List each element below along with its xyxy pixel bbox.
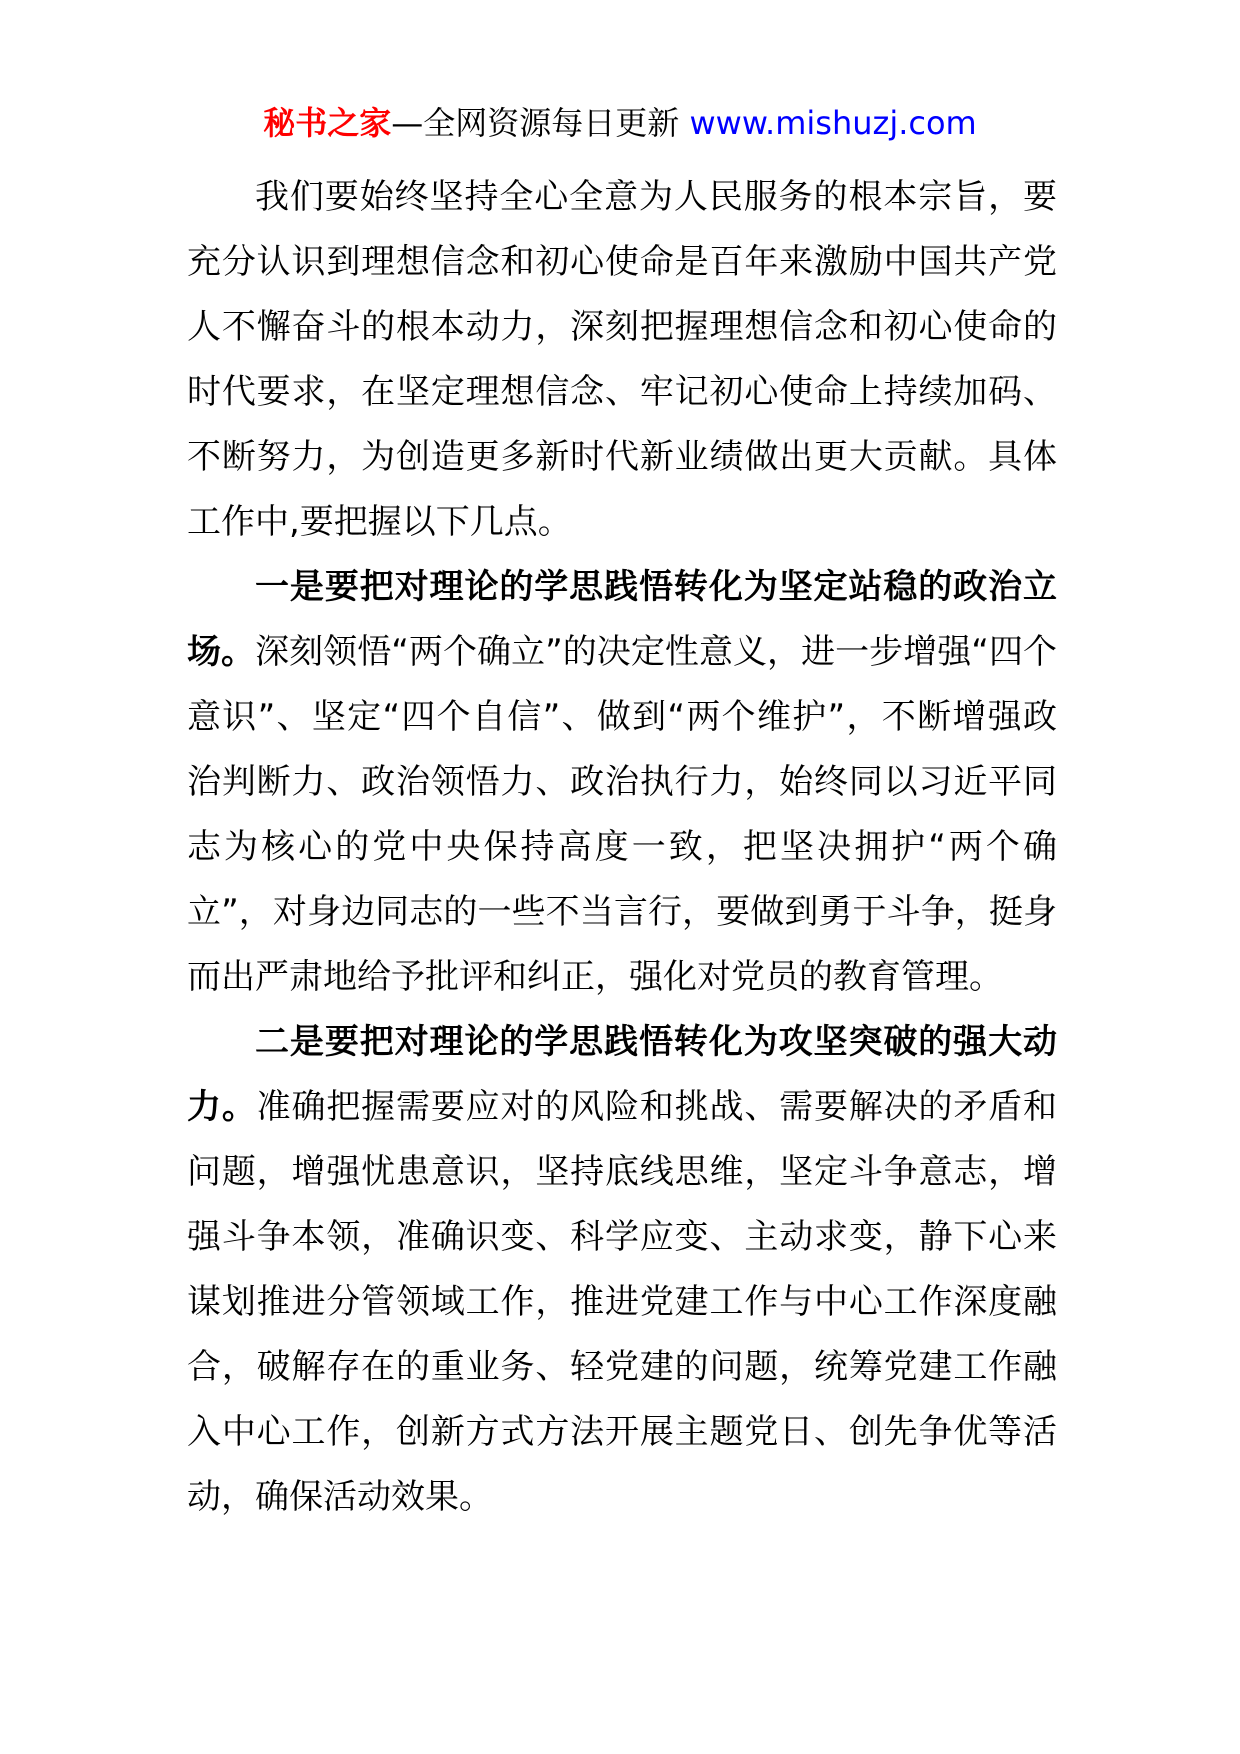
- point-two-heading: 二是要把对理论的学思践悟转化为攻坚突破的强大动力。: [187, 1022, 1057, 1127]
- brand-name: 秘书之家: [263, 104, 392, 142]
- intro-paragraph: [187, 165, 1057, 555]
- paragraph-text: 准确把握需要应对的风险和挑战、需要解决的矛盾和问题，增强忧患意识，坚持底线思维，坚定斗争意志，增强斗争本领，准确识变、科学应变、主动求变，静下心来谋划推进分管领域工作，推进党建工作与中心工作深度融合，破解存在的重业务、轻党建的问题，统筹党建工作融入中心工作，创新方式方法开展主题党日、创先争优等活动，确保活动效果。: [187, 1087, 1058, 1517]
- website-link[interactable]: www.mishuzj.com: [689, 104, 977, 142]
- header-tagline: —全网资源每日更新: [391, 104, 690, 142]
- point-one-paragraph: [187, 555, 1057, 1010]
- page-header: [0, 98, 1240, 148]
- document-body: [187, 165, 1057, 1530]
- point-one-heading: 一是要把对理论的学思践悟转化为坚定站稳的政治立场。: [187, 567, 1057, 672]
- point-two-paragraph: [187, 1010, 1057, 1530]
- paragraph-text: 我们要始终坚持全心全意为人民服务的根本宗旨，要充分认识到理想信念和初心使命是百年来激励中国共产党人不懈奋斗的根本动力，深刻把握理想信念和初心使命的时代要求，在坚定理想信念、牢记初心使命上持续加码、不断努力，为创造更多新时代新业绩做出更大贡献。具体工作中,要把握以下几点。: [187, 177, 1057, 542]
- paragraph-text: 深刻领悟“两个确立”的决定性意义，进一步增强“四个意识”、坚定“四个自信”、做到“两个维护”，不断增强政治判断力、政治领悟力、政治执行力，始终同以习近平同志为核心的党中央保持高度一致，把坚决拥护“两个确立”，对身边同志的一些不当言行，要做到勇于斗争，挺身而出严肃地给予批评和纠正，强化对党员的教育管理。: [187, 632, 1058, 997]
